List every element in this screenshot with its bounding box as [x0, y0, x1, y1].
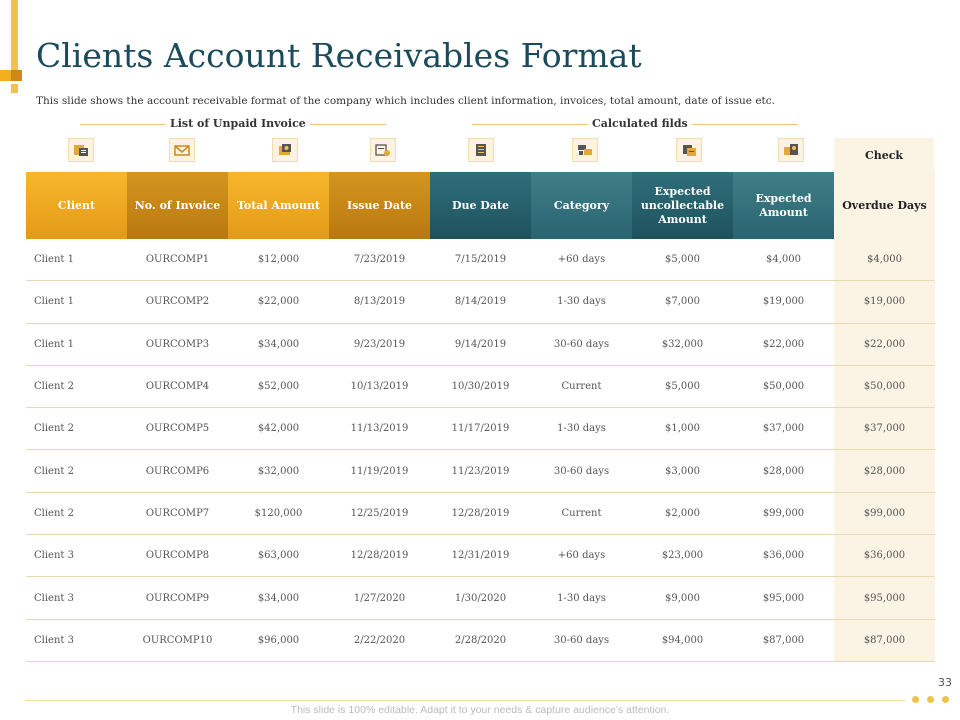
due-date-icon: [468, 138, 494, 162]
decor-dot: [912, 696, 919, 703]
table-cell: $5,000: [665, 254, 700, 266]
table-cell: 1-30 days: [557, 592, 606, 604]
table-cell: $28,000: [762, 465, 805, 477]
table-cell: 10/13/2019: [350, 381, 409, 393]
table-cell: 12/28/2019: [451, 507, 510, 519]
table-cell: $19,000: [762, 296, 805, 308]
table-cell: $4,000: [766, 254, 801, 266]
group-label-calculated: Calculated filds: [588, 117, 692, 130]
header-overdue-days: Overdue Days: [834, 172, 935, 239]
table-cell: OURCOMP5: [145, 423, 210, 435]
table-cell: $23,000: [661, 550, 704, 562]
table-cell: $96,000: [257, 634, 300, 646]
table-cell: $63,000: [257, 550, 300, 562]
group-label-unpaid: List of Unpaid Invoice: [166, 117, 310, 130]
table-cell: 11/23/2019: [451, 465, 510, 477]
header-category: Category: [531, 172, 632, 239]
table-cell: $95,000: [762, 592, 805, 604]
expected-amount-icon: [778, 138, 804, 162]
table-cell: Client 1: [34, 254, 74, 266]
table-cell: $52,000: [257, 381, 300, 393]
header-expected-amount: Expected Amount: [733, 172, 834, 239]
table-cell: 1-30 days: [557, 296, 606, 308]
table-cell: Current: [561, 507, 602, 519]
header-total-amount: Total Amount: [228, 172, 329, 239]
table-cell: $95,000: [834, 577, 935, 618]
table-cell: 10/30/2019: [451, 381, 510, 393]
table-cell: 1-30 days: [557, 423, 606, 435]
table-cell: $120,000: [254, 507, 303, 519]
footer-divider: [26, 700, 906, 701]
table-cell: Client 1: [34, 296, 74, 308]
table-cell: $19,000: [834, 281, 935, 322]
amount-icon: [272, 138, 298, 162]
table-cell: $94,000: [661, 634, 704, 646]
table-cell: OURCOMP2: [145, 296, 210, 308]
table-cell: 11/17/2019: [451, 423, 510, 435]
table-cell: 9/14/2019: [454, 338, 507, 350]
table-cell: 7/15/2019: [454, 254, 507, 266]
table-cell: +60 days: [557, 550, 606, 562]
table-cell: Current: [561, 381, 602, 393]
decor-dot: [942, 696, 949, 703]
slide-title: Clients Account Receivables Format: [36, 36, 642, 75]
decor-dots: [912, 696, 949, 703]
header-uncollectable: Expected uncollectable Amount: [632, 172, 733, 239]
decor-dot: [927, 696, 934, 703]
table-cell: 1/27/2020: [353, 592, 406, 604]
table-row: [26, 366, 935, 408]
table-cell: $50,000: [834, 366, 935, 407]
table-cell: Client 2: [34, 423, 74, 435]
table-cell: 30-60 days: [553, 465, 610, 477]
header-due-date: Due Date: [430, 172, 531, 239]
decor-square: [11, 84, 18, 93]
table-cell: OURCOMP7: [145, 507, 210, 519]
table-cell: OURCOMP1: [145, 254, 210, 266]
table-cell: 11/13/2019: [350, 423, 409, 435]
table-cell: 2/28/2020: [454, 634, 507, 646]
table-row: [26, 408, 935, 450]
table-cell: Client 1: [34, 338, 74, 350]
table-row: [26, 324, 935, 366]
table-cell: Client 3: [34, 634, 74, 646]
table-row: [26, 535, 935, 577]
footer-text: This slide is 100% editable. Adapt it to your needs & capture audience’s attention.: [290, 704, 670, 716]
table-cell: $12,000: [257, 254, 300, 266]
table-cell: 12/28/2019: [350, 550, 409, 562]
table-cell: 7/23/2019: [353, 254, 406, 266]
page-number: 33: [938, 676, 952, 689]
client-icon: [68, 138, 94, 162]
table-cell: $50,000: [762, 381, 805, 393]
table-cell: $42,000: [257, 423, 300, 435]
table-cell: $32,000: [661, 338, 704, 350]
table-cell: $32,000: [257, 465, 300, 477]
table-cell: 8/13/2019: [353, 296, 406, 308]
table-cell: Client 3: [34, 550, 74, 562]
table-cell: $22,000: [762, 338, 805, 350]
table-cell: $5,000: [665, 381, 700, 393]
table-cell: 30-60 days: [553, 634, 610, 646]
table-cell: $22,000: [257, 296, 300, 308]
table-cell: Client 2: [34, 381, 74, 393]
issue-date-icon: [370, 138, 396, 162]
table-header-row: [26, 172, 935, 239]
table-row: [26, 493, 935, 535]
table-cell: $99,000: [834, 493, 935, 534]
table-row: [26, 281, 935, 323]
table-cell: OURCOMP9: [145, 592, 210, 604]
table-row: [26, 450, 935, 492]
table-row: [26, 620, 935, 662]
table-row: [26, 239, 935, 281]
table-cell: OURCOMP6: [145, 465, 210, 477]
table-cell: $22,000: [834, 324, 935, 365]
uncollectable-icon: [676, 138, 702, 162]
invoice-icon: [169, 138, 195, 162]
table-cell: $37,000: [834, 408, 935, 449]
table-cell: +60 days: [557, 254, 606, 266]
table-cell: $1,000: [665, 423, 700, 435]
receivables-table: [26, 172, 935, 662]
table-cell: $2,000: [665, 507, 700, 519]
table-cell: $87,000: [762, 634, 805, 646]
table-cell: Client 3: [34, 592, 74, 604]
table-cell: $87,000: [834, 620, 935, 661]
table-cell: OURCOMP8: [145, 550, 210, 562]
table-cell: OURCOMP10: [142, 634, 213, 646]
category-icon: [572, 138, 598, 162]
decor-bar: [11, 0, 18, 70]
table-cell: $34,000: [257, 338, 300, 350]
table-cell: $37,000: [762, 423, 805, 435]
table-cell: $36,000: [762, 550, 805, 562]
table-cell: 2/22/2020: [353, 634, 406, 646]
decor-square: [11, 70, 22, 81]
table-cell: OURCOMP4: [145, 381, 210, 393]
table-cell: 9/23/2019: [353, 338, 406, 350]
table-cell: $99,000: [762, 507, 805, 519]
table-cell: $7,000: [665, 296, 700, 308]
table-cell: 30-60 days: [553, 338, 610, 350]
table-cell: OURCOMP3: [145, 338, 210, 350]
table-cell: 8/14/2019: [454, 296, 507, 308]
table-cell: Client 2: [34, 465, 74, 477]
table-cell: $34,000: [257, 592, 300, 604]
table-cell: 12/25/2019: [350, 507, 409, 519]
table-cell: $4,000: [834, 239, 935, 280]
header-client: Client: [26, 172, 127, 239]
table-cell: 11/19/2019: [350, 465, 409, 477]
header-issue-date: Issue Date: [329, 172, 430, 239]
header-invoice-no: No. of Invoice: [127, 172, 228, 239]
table-cell: $9,000: [665, 592, 700, 604]
table-body: [26, 239, 935, 662]
table-cell: $3,000: [665, 465, 700, 477]
slide-subtitle: This slide shows the account receivable format of the company which includes client information, invoices, total amount, date of issue etc.: [36, 95, 775, 107]
table-cell: $36,000: [834, 535, 935, 576]
table-cell: 12/31/2019: [451, 550, 510, 562]
table-row: [26, 577, 935, 619]
check-label: Check: [834, 138, 934, 172]
table-cell: Client 2: [34, 507, 74, 519]
decor-square: [0, 70, 11, 81]
table-cell: $28,000: [834, 450, 935, 491]
table-cell: 1/30/2020: [454, 592, 507, 604]
